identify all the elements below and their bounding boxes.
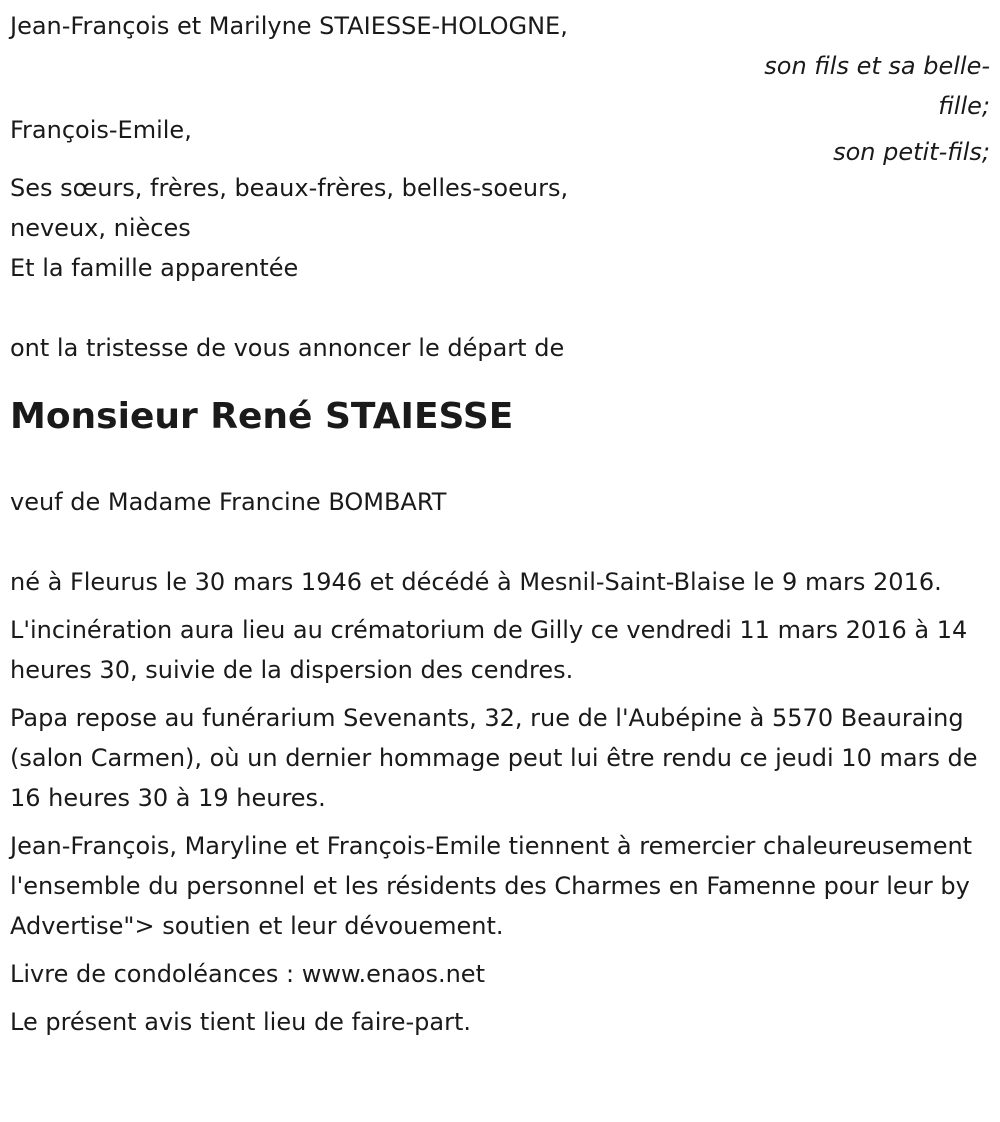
family-line-1: Ses sœurs, frères, beaux-frères, belles-soeurs, [10, 174, 569, 202]
grandson-name: François-Emile, [10, 116, 192, 144]
cremation-paragraph: L'incinération aura lieu au crématorium de Gilly ce vendredi 11 mars 2016 à 14 heures 30, suivie de la dispersion des cendres. [10, 616, 968, 684]
announcement-text: ont la tristesse de vous annoncer le départ de [10, 334, 565, 362]
deceased-name: Monsieur René STAIESSE [10, 396, 514, 437]
son-names: Jean-François et Marilyne STAIESSE-HOLOGNE, [10, 12, 568, 40]
birth-death-paragraph: né à Fleurus le 30 mars 1946 et décédé à Mesnil-Saint-Blaise le 9 mars 2016. [10, 568, 942, 596]
family-line-3: Et la famille apparentée [10, 254, 299, 282]
obituary-notice [10, 6, 990, 1050]
thanks-paragraph: Jean-François, Maryline et François-Emile tiennent à remercier chaleureusement l'ensemble du personnel et les résidents des Charmes en Famenne pour leur by Advertise"> soutien et leur dévouement. [10, 832, 973, 940]
grandson-block [10, 110, 990, 172]
spouse-text: veuf de Madame Francine BOMBART [10, 488, 447, 516]
son-relation-note: son fils et sa belle-fille; [764, 52, 990, 120]
funerarium-paragraph: Papa repose au funérarium Sevenants, 32, rue de l'Aubépine à 5570 Beauraing (salon Carmen), où un dernier hommage peut lui être rendu ce jeudi 10 mars de 16 heures 30 à 19 heures. [10, 704, 978, 812]
condolences-paragraph: Livre de condoléances : www.enaos.net [10, 960, 485, 988]
grandson-relation-note: son petit-fils; [833, 138, 990, 166]
notice-paragraph: Le présent avis tient lieu de faire-part. [10, 1008, 472, 1036]
family-line-2: neveux, nièces [10, 214, 191, 242]
family-block [10, 168, 990, 288]
son-block [10, 6, 990, 126]
